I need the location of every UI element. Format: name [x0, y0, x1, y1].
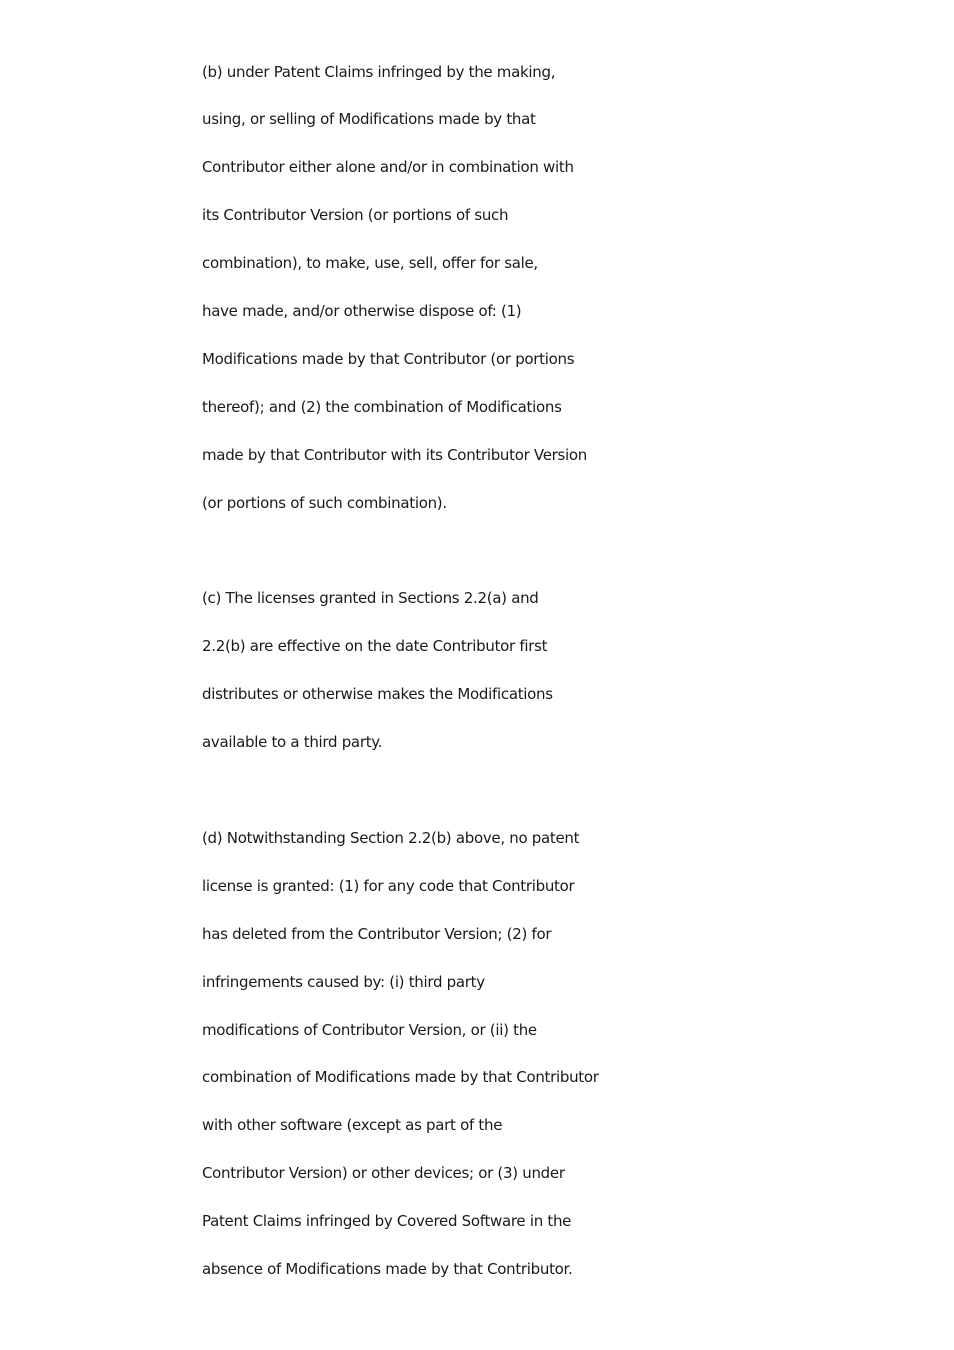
text-line: with other software (except as part of the: [202, 1116, 503, 1134]
text-line: have made, and/or otherwise dispose of: (1): [202, 302, 522, 320]
text-line: Contributor either alone and/or in combination with: [202, 158, 574, 176]
text-line: combination), to make, use, sell, offer for sale,: [202, 254, 538, 272]
text-line: distributes or otherwise makes the Modifications: [202, 685, 553, 703]
text-line: (d) Notwithstanding Section 2.2(b) above, no patent: [202, 829, 580, 847]
text-line: made by that Contributor with its Contributor Version: [202, 446, 587, 464]
text-line: its Contributor Version (or portions of such: [202, 206, 509, 224]
text-line: combination of Modifications made by that Contributor: [202, 1068, 599, 1086]
text-line: infringements caused by: (i) third party: [202, 973, 485, 991]
text-line: 2.2(b) are effective on the date Contributor first: [202, 637, 548, 655]
text-line: (c) The licenses granted in Sections 2.2(a) and: [202, 589, 539, 607]
text-line: absence of Modifications made by that Contributor.: [202, 1260, 573, 1278]
text-line: has deleted from the Contributor Version; (2) for: [202, 925, 552, 943]
text-line: Patent Claims infringed by Covered Software in the: [202, 1212, 572, 1230]
text-line: thereof); and (2) the combination of Modifications: [202, 398, 562, 416]
text-line: using, or selling of Modifications made by that: [202, 110, 536, 128]
text-line: modifications of Contributor Version, or (ii) the: [202, 1021, 537, 1039]
text-line: license is granted: (1) for any code that Contributor: [202, 877, 575, 895]
text-line: available to a third party.: [202, 733, 383, 751]
text-line: (or portions of such combination).: [202, 494, 447, 512]
text-line: (b) under Patent Claims infringed by the making,: [202, 63, 556, 81]
text-line: Modifications made by that Contributor (or portions: [202, 350, 575, 368]
text-line: Contributor Version) or other devices; or (3) under: [202, 1164, 565, 1182]
